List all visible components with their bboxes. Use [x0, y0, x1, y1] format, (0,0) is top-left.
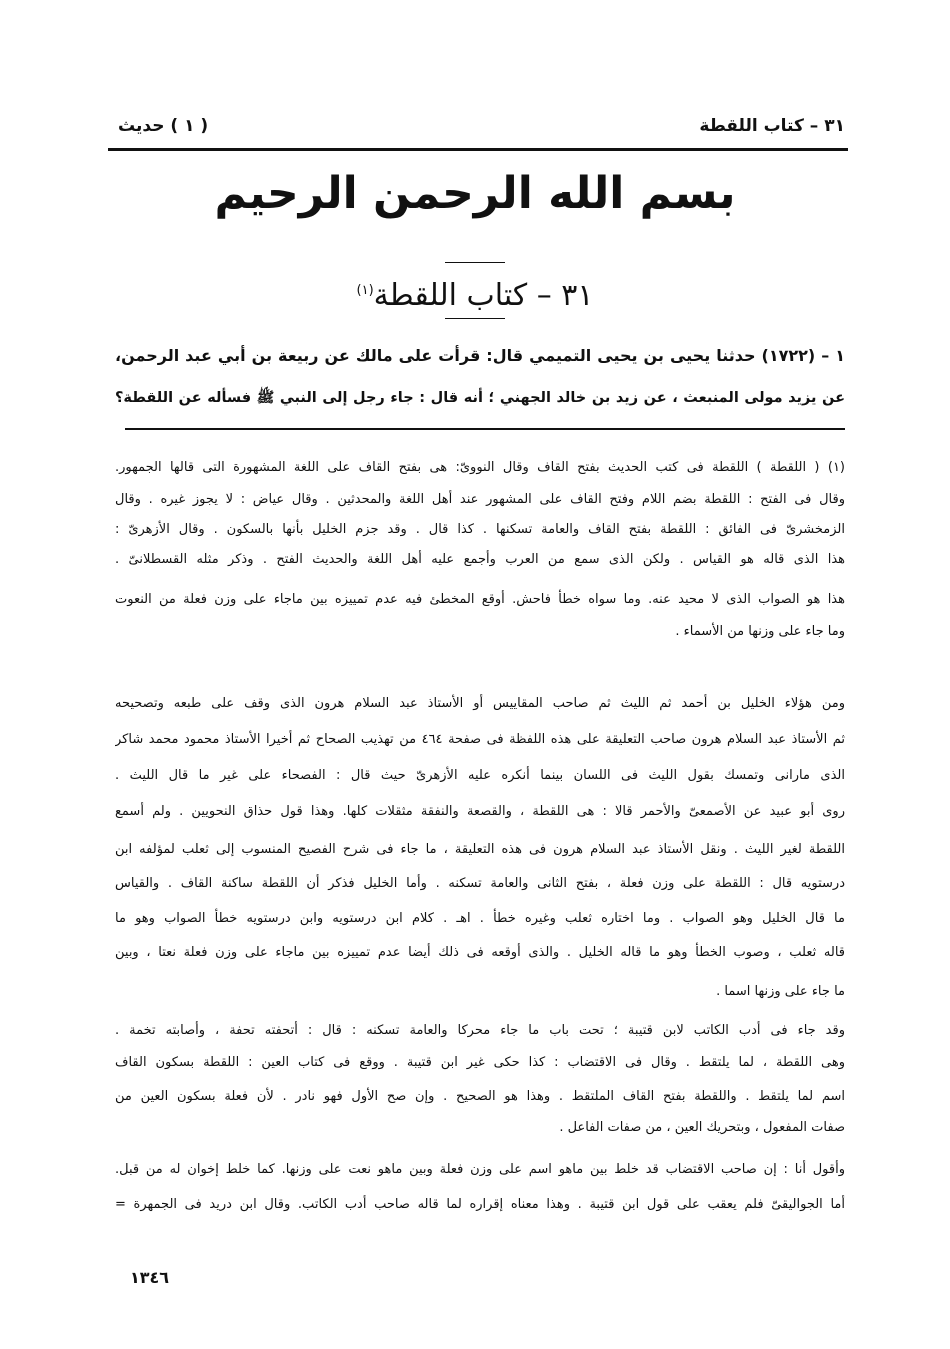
basmala-calligraphy: بسم الله الرحمن الرحيم	[214, 168, 736, 219]
footnote-line: الزمخشرىّ فى الفائق : اللقطة بفتح القاف والعامة تسكنها . كذا قال . وقد جزم الخليل بأنها بالسكون . وقال الأزهرىّ :	[115, 522, 845, 537]
footnote-line: أما الجواليقىّ فلم يعقب على قول ابن قتيبة . وهذا معناه إقراره لما قاله صاحب أدب الكاتب. وقال ابن دريد فى الجمهرة =	[115, 1197, 845, 1212]
running-header-chapter: ٣١ – كتاب اللقطة	[699, 116, 845, 136]
footnote-line: وقال فى الفتح : اللقطة بضم اللام وفتح القاف على المشهور عند أهل اللغة والمحدثين . وقال عياض : لا يجوز غيره . وقال	[115, 492, 845, 507]
footnote-line: هذا هو الصواب الذى لا محيد عنه. وما سواه خطأ فاحش. أوقع المخطئ فيه عدم تمييزه بين ماجاء على وزن فعلة من النعوت	[115, 592, 845, 607]
footnote-line: درستويه قال : اللقطة على وزن فعلة ، بفتح الثانى والعامة تسكنه . وأما الخليل فذكر أن اللقطة ساكنة القاف . والقياس	[115, 876, 845, 891]
footnote-line: وأقول أنا : إن صاحب الاقتضاب قد خلط بين ماهو اسم على وزن فعلة وبين ماهو نعت على وزنها. كما خلط إخوان له من قبل.	[115, 1162, 845, 1177]
footnote-line: ومن هؤلاء الخليل بن أحمد ثم الليث ثم صاحب المقاييس أو الأستاذ عبد السلام هرون الذى وقف على طبعه وتصحيحه	[115, 696, 845, 711]
footnote-line: ما جاء على وزنها اسما .	[716, 984, 845, 999]
footnote-line: روى أبو عبيد عن الأصمعىّ والأحمر قالا : هى اللقطة ، والقصعة والنفقة مثقلات كلها. وهذا قول حذاق النحويين . ولم أسمع	[115, 804, 845, 819]
book-title-text: ٣١ – كتاب اللقطة	[373, 278, 594, 313]
footnote-line: هذا الذى قاله هو القياس . ولكن الذى سمع من العرب وأجمع عليه أهل اللغة والحديث الفتح . وذكر مثله القسطلانىّ .	[115, 552, 845, 567]
page-number: ١٣٤٦	[130, 1268, 170, 1287]
footnote-mark: (١)	[356, 283, 374, 298]
book-title	[0, 278, 950, 313]
hadith-line: ١ – (١٧٢٢) حدثنا يحيى بن يحيى التميمي قال: قرأت على مالك عن ربيعة بن أبي عبد الرحمن،	[115, 346, 845, 365]
footnote-line: الذى مارانى وتمسك بقول الليث فى اللسان بينما أنكره عليه الأزهرىّ حيث قال : الفصحاء على غير ما قال الليث .	[115, 768, 845, 783]
title-rule-top	[445, 262, 505, 263]
footnote-line: وقد جاء فى أدب الكاتب لابن قتيبة ؛ تحت باب ما جاء محركا والعامة تسكنه : قال : أتحفته تحفة ، وأصابته تخمة .	[115, 1023, 845, 1038]
running-header-hadith-ref: ( ١ ) حديث	[118, 116, 209, 136]
hadith-line: عن يزيد مولى المنبعث ، عن زيد بن خالد الجهني ؛ أنه قال : جاء رجل إلى النبي ﷺ فسأله عن اللقطة؟	[115, 390, 845, 406]
footnote-line: صفات المفعول ، وبتحريك العين ، من صفات الفاعل .	[559, 1120, 845, 1135]
footnote-line: وما جاء على وزنها من الأسماء .	[675, 624, 845, 639]
footnote-line: ثم الأستاذ عبد السلام هرون صاحب التعليقة على هذه اللفظة فى صفحة ٤٦٤ من تهذيب الصحاح ثم أخيرا الأستاذ محمود محمد شاكر	[115, 732, 845, 747]
footnote-line: اللقطة لغير الليث . ونقل الأستاذ عبد السلام هرون فى هذه التعليقة ، ما جاء فى شرح الفصيح المنسوب إلى ثعلب لمؤلفه ابن	[115, 842, 845, 857]
header-rule	[108, 148, 848, 151]
footnote-line: (١) ( اللقطة ) اللقطة فى كتب الحديث بفتح القاف وقال النووىّ: هى بفتح القاف على اللغة المشهورة التى قالها الجمهور.	[115, 460, 845, 475]
footnote-rule	[125, 428, 845, 430]
footnote-line: قاله ثعلب ، وصوب الخطأ وهو ما قاله الخليل . والذى أوقعه فى ذلك أيضا عدم تمييزه بين ماجاء على وزن فعلة نعتا ، وبين	[115, 945, 845, 960]
title-rule-bottom	[445, 318, 505, 319]
footnote-line: اسم لما يلتقط . واللقطة بفتح القاف الملتقط . وهذا هو الصحيح . وإن صح الأول فهو نادر . لأن فعلة بسكون العين من	[115, 1089, 845, 1104]
footnote-line: ما قال الخليل وهو الصواب . وما اختاره ثعلب وغيره خطأ . اهـ . كلام ابن درستويه وابن درستويه خطأ الصواب وهو ما	[115, 911, 845, 926]
footnote-line: وهى اللقطة ، لما يلتقط . وقال فى الاقتضاب : كذا حكى غير ابن قتيبة . ووقع فى كتاب العين : اللقطة بسكون القاف	[115, 1055, 845, 1070]
